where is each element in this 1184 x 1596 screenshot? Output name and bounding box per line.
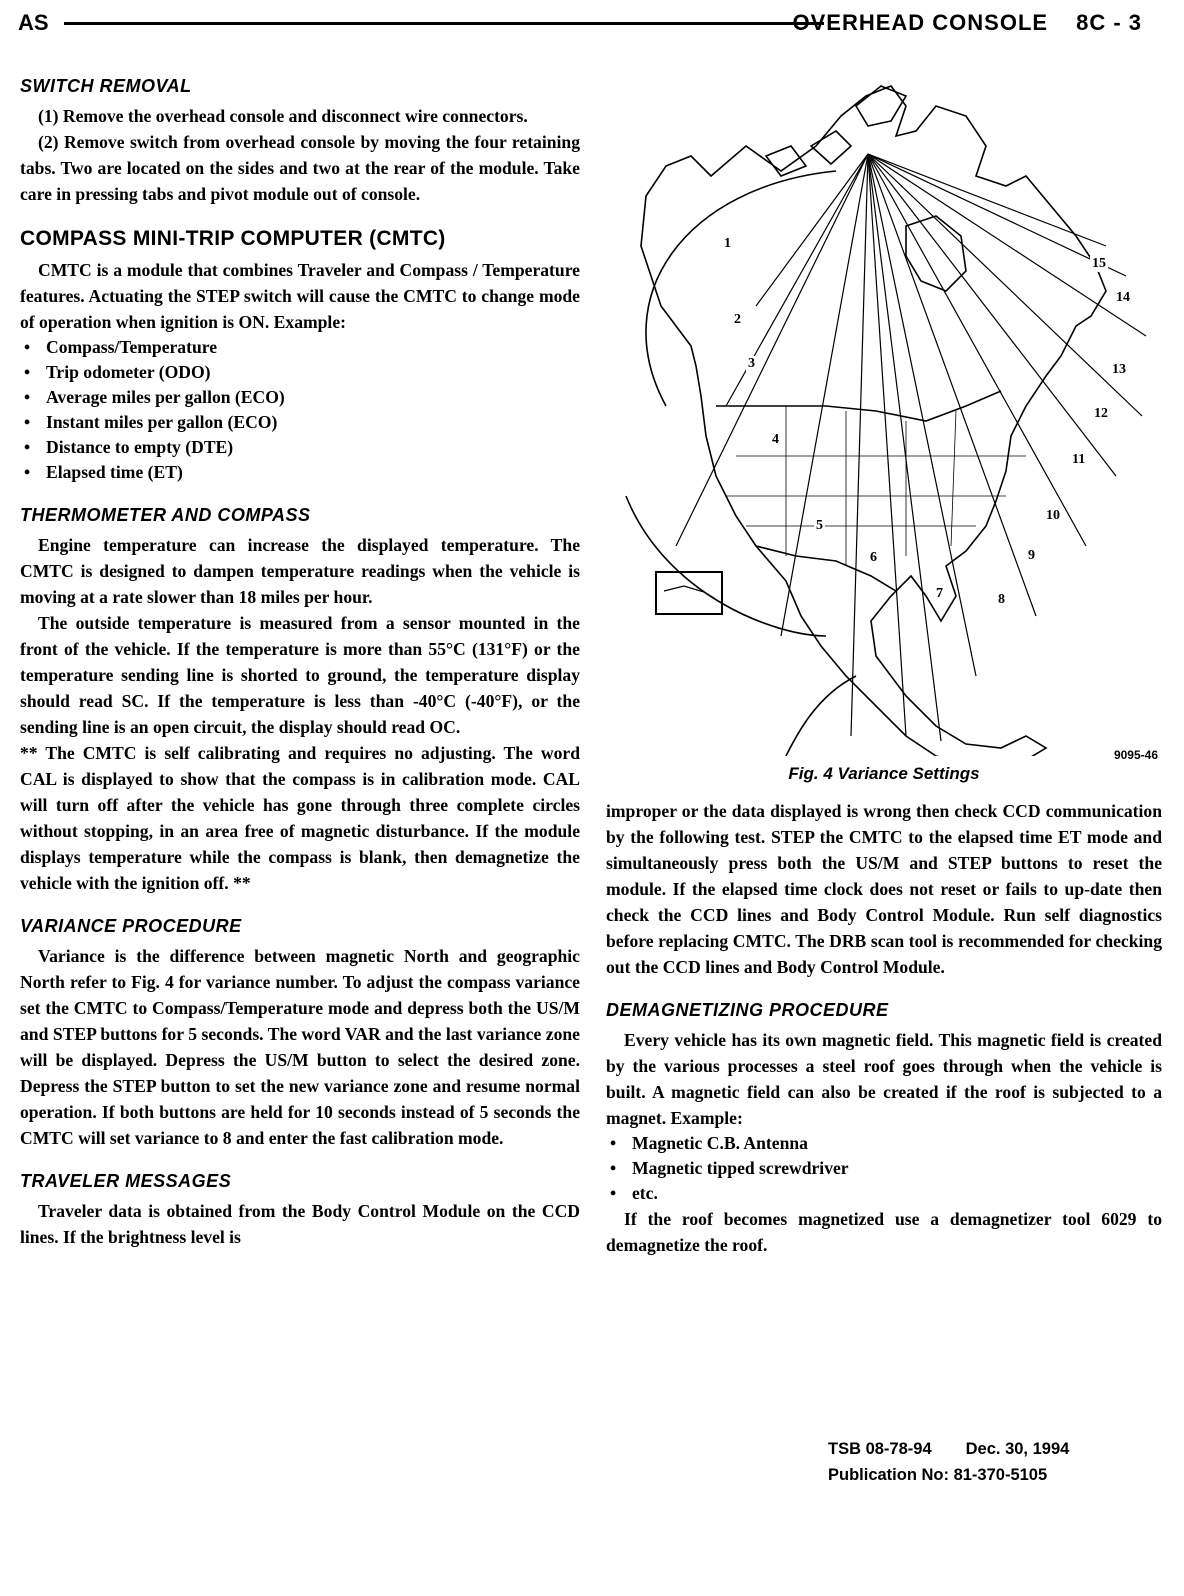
list-item: • Compass/Temperature — [24, 337, 218, 357]
left-column — [20, 76, 580, 1250]
thermometer-para-1: Engine temperature can increase the displayed temperature. The CMTC is designed to dampen temperature readings when the vehicle is moving at a rate slower than 18 miles per hour. — [20, 535, 580, 607]
zone-label: 2 — [734, 312, 741, 327]
thermometer-para-3: ** The CMTC is self calibrating and requires no adjusting. The word CAL is displayed to show that the compass is in calibration mode. CAL will turn off after the vehicle has gone through three complete circles without stopping, in an area free of magnetic disturbance. If the module displays temperature while the compass is blank, then demagnetize the vehicle with the ignition off. ** — [20, 743, 580, 893]
zone-label: 10 — [1046, 508, 1060, 523]
north-america-map — [606, 76, 1162, 756]
zone-label: 8 — [998, 592, 1005, 607]
cmtc-heading: COMPASS MINI-TRIP COMPUTER (CMTC) — [20, 227, 446, 250]
magnet-source-list — [606, 1131, 1162, 1206]
zone-label: 15 — [1092, 256, 1106, 271]
zone-label: 9 — [1028, 548, 1035, 563]
right-column — [606, 76, 1162, 1258]
cmtc-mode-list — [20, 335, 580, 485]
publication-number: Publication No: 81-370-5105 — [828, 1466, 1048, 1484]
list-item: • Elapsed time (ET) — [24, 462, 183, 482]
traveler-heading: TRAVELER MESSAGES — [20, 1171, 232, 1191]
zone-label: 12 — [1094, 406, 1108, 421]
switch-removal-step-1: (1) Remove the overhead console and disconnect wire connectors. — [38, 106, 528, 126]
traveler-continued-para: improper or the data displayed is wrong then check CCD communication by the following test. STEP the CMTC to the elapsed time ET mode and simultaneously press both the US/M and STEP buttons to reset the module. If the elapsed time clock does not reset or fails to up-date then check the CCD lines and Body Control Module. Run self diagnostics before replacing CMTC. The DRB scan tool is recommended for checking out the CCD lines and Body Control Module. — [606, 801, 1162, 977]
switch-removal-step-2: (2) Remove switch from overhead console by moving the four retaining tabs. Two are located on the sides and two at the rear of the module. Take care in pressing tabs and pivot module out of console. — [20, 132, 580, 204]
thermometer-para-2: The outside temperature is measured from a sensor mounted in the front of the vehicle. If the temperature is more than 55°C (131°F) or the temperature sending line is shorted to ground, the temperature display should read SC. If the temperature is less than -40°C (-40°F), or the sending line is an open circuit, the display should read OC. — [20, 613, 580, 737]
zone-label: 1 — [724, 236, 731, 251]
variance-para: Variance is the difference between magnetic North and geographic North refer to Fig. 4 for variance number. To adjust the compass variance set the CMTC to Compass/Temperature mode and depress both the US/M and STEP buttons for 5 seconds. The word VAR and the last variance zone will be displayed. Depress the US/M button to select the desired zone. Depress the STEP button to set the new variance zone and resume normal operation. If both buttons are held for 10 seconds instead of 5 seconds the CMTC will set variance to 8 and enter the fast calibration mode. — [20, 946, 580, 1148]
header-section: OVERHEAD CONSOLE — [792, 10, 1049, 35]
tsb-date: Dec. 30, 1994 — [965, 1440, 1070, 1458]
thermometer-heading: THERMOMETER AND COMPASS — [20, 505, 311, 525]
list-item: • Magnetic tipped screwdriver — [610, 1158, 849, 1178]
demagnetizing-para-2: If the roof becomes magnetized use a demagnetizer tool 6029 to demagnetize the roof. — [606, 1209, 1162, 1255]
list-item: • Magnetic C.B. Antenna — [610, 1133, 808, 1153]
zone-label: 7 — [936, 586, 943, 601]
switch-removal-heading: SWITCH REMOVAL — [20, 76, 192, 96]
list-item: • etc. — [610, 1183, 658, 1203]
header-model-code: AS — [18, 10, 49, 35]
list-item: • Trip odometer (ODO) — [24, 362, 211, 382]
header-page-number: 8C - 3 — [1076, 10, 1142, 35]
demagnetizing-heading: DEMAGNETIZING PROCEDURE — [606, 1000, 889, 1020]
zone-label: 11 — [1072, 452, 1086, 467]
variance-map-figure — [606, 76, 1162, 762]
header-rule — [64, 22, 824, 25]
cmtc-intro: CMTC is a module that combines Traveler and Compass / Temperature features. Actuating the STEP switch will cause the CMTC to change mode of operation when ignition is ON. Example: — [20, 260, 580, 332]
zone-label: 4 — [772, 432, 779, 447]
zone-label: 14 — [1116, 290, 1130, 305]
figure-caption: Fig. 4 Variance Settings — [788, 764, 980, 783]
list-item: • Distance to empty (DTE) — [24, 437, 234, 457]
demagnetizing-para-1: Every vehicle has its own magnetic field. This magnetic field is created by the various processes a steel roof goes through when the vehicle is built. A magnetic field can also be created if the roof is subjected to a magnet. Example: — [606, 1030, 1162, 1128]
zone-label: 13 — [1112, 362, 1126, 377]
zone-label: 3 — [748, 356, 755, 371]
tsb-number: TSB 08-78-94 — [828, 1440, 932, 1458]
zone-label: 6 — [870, 550, 877, 565]
list-item: • Instant miles per gallon (ECO) — [24, 412, 278, 432]
zone-label: 5 — [816, 518, 823, 533]
header-title — [792, 10, 1142, 36]
page-header — [18, 10, 1162, 38]
figure-reference-number: 9095-46 — [1113, 748, 1158, 762]
traveler-para: Traveler data is obtained from the Body Control Module on the CCD lines. If the brightness level is — [20, 1201, 580, 1247]
tsb-footer — [828, 1436, 1069, 1488]
list-item: • Average miles per gallon (ECO) — [24, 387, 285, 407]
variance-heading: VARIANCE PROCEDURE — [20, 916, 242, 936]
